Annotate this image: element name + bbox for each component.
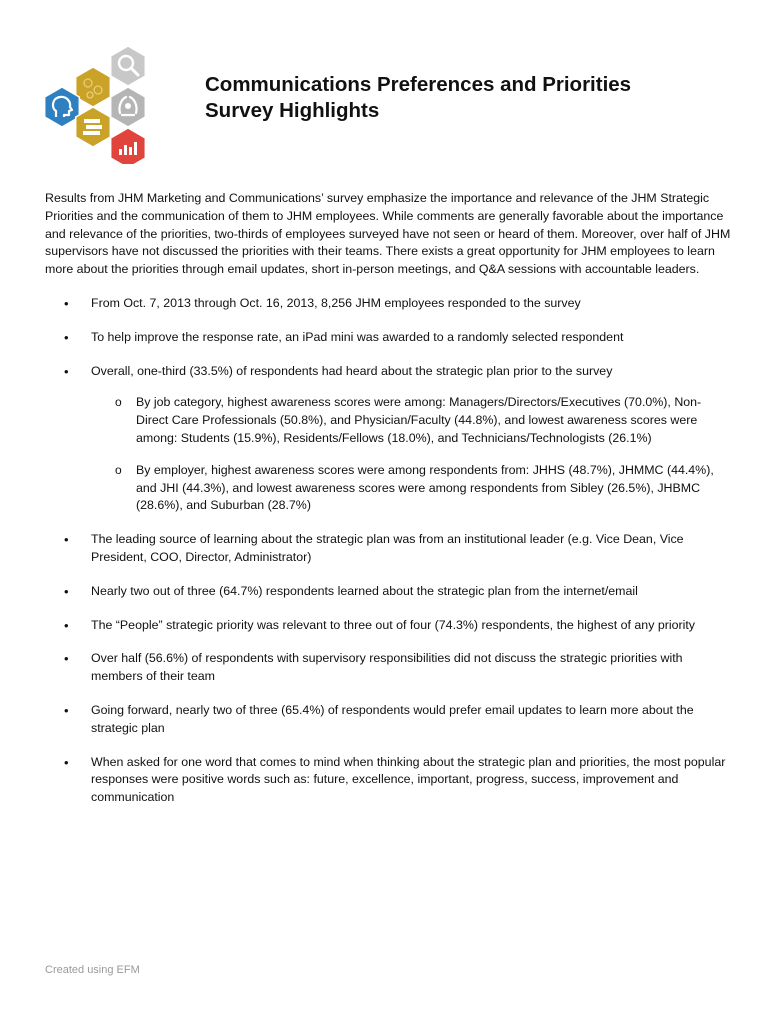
title-line-1: Communications Preferences and Priorities	[205, 73, 632, 96]
list-item: • Going forward, nearly two of three (65.4%) of respondents would prefer email updates to learn more about the strategic plan	[45, 702, 733, 738]
list-item	[45, 363, 733, 516]
list-item: • When asked for one word that comes to mind when thinking about the strategic plan and priorities, the most popular responses were positive words such as: future, excellence, important, progress, success, improvement and communication	[45, 754, 733, 807]
honeycomb-logo	[42, 44, 158, 164]
list-item: • The leading source of learning about the strategic plan was from an institutional leader (e.g. Vice Dean, Vice President, COO, Director, Administrator)	[45, 531, 733, 567]
list-item: • Over half (56.6%) of respondents with supervisory responsibilities did not discuss the strategic priorities with members of their team	[45, 650, 733, 686]
list-item: • Nearly two out of three (64.7%) respondents learned about the strategic plan from the internet/email	[45, 583, 733, 601]
books-icon	[76, 107, 111, 147]
gold-hex	[76, 67, 111, 107]
title-line-2: Survey Highlights	[205, 99, 380, 122]
sub-list	[91, 394, 733, 515]
document-body	[45, 190, 733, 823]
list-item: • The “People” strategic priority was relevant to three out of four (74.3%) respondents, the highest of any priority	[45, 617, 733, 635]
search-icon	[111, 46, 146, 86]
list-item-text: Overall, one-third (33.5%) of respondents had heard about the strategic plan prior to the survey	[91, 363, 613, 378]
page-title	[205, 72, 631, 124]
list-item: • To help improve the response rate, an iPad mini was awarded to a randomly selected respondent	[45, 329, 733, 347]
person-head-icon	[45, 87, 80, 127]
chart-icon	[111, 128, 146, 164]
sub-list-item: o By employer, highest awareness scores were among respondents from: JHHS (48.7%), JHMMC (44.4%), and JHI (44.3%), and lowest awareness scores were among respondents from Sibley (26.5%), JHBMC (28.6%), and Suburban (28.7%)	[91, 462, 733, 515]
list-item: • From Oct. 7, 2013 through Oct. 16, 2013, 8,256 JHM employees responded to the survey	[45, 295, 733, 313]
sub-list-item: o By job category, highest awareness scores were among: Managers/Directors/Executives (70.0%), Non-Direct Care Professionals (50.8%), and Physician/Faculty (44.8%), and lowest awareness scores were among: Students (15.9%), Residents/Fellows (18.0%), and Technicians/Technologists (26.1%)	[91, 394, 733, 447]
intro-paragraph: Results from JHM Marketing and Communications’ survey emphasize the importance and relevance of the JHM Strategic Priorities and the communication of them to JHM employees. While comments are generally favorable about the importance and relevance of the priorities, two-thirds of employees surveyed have not seen or heard of them. Moreover, over half of JHM supervisors have not discussed the priorities with their teams. There exists a great opportunity for JHM employees to learn more about the priorities through email updates, short in-person meetings, and Q&A sessions with accountable leaders.	[45, 191, 731, 277]
hands-icon	[111, 87, 146, 127]
footer-note: Created using EFM	[45, 964, 140, 976]
highlights-list	[45, 295, 733, 807]
